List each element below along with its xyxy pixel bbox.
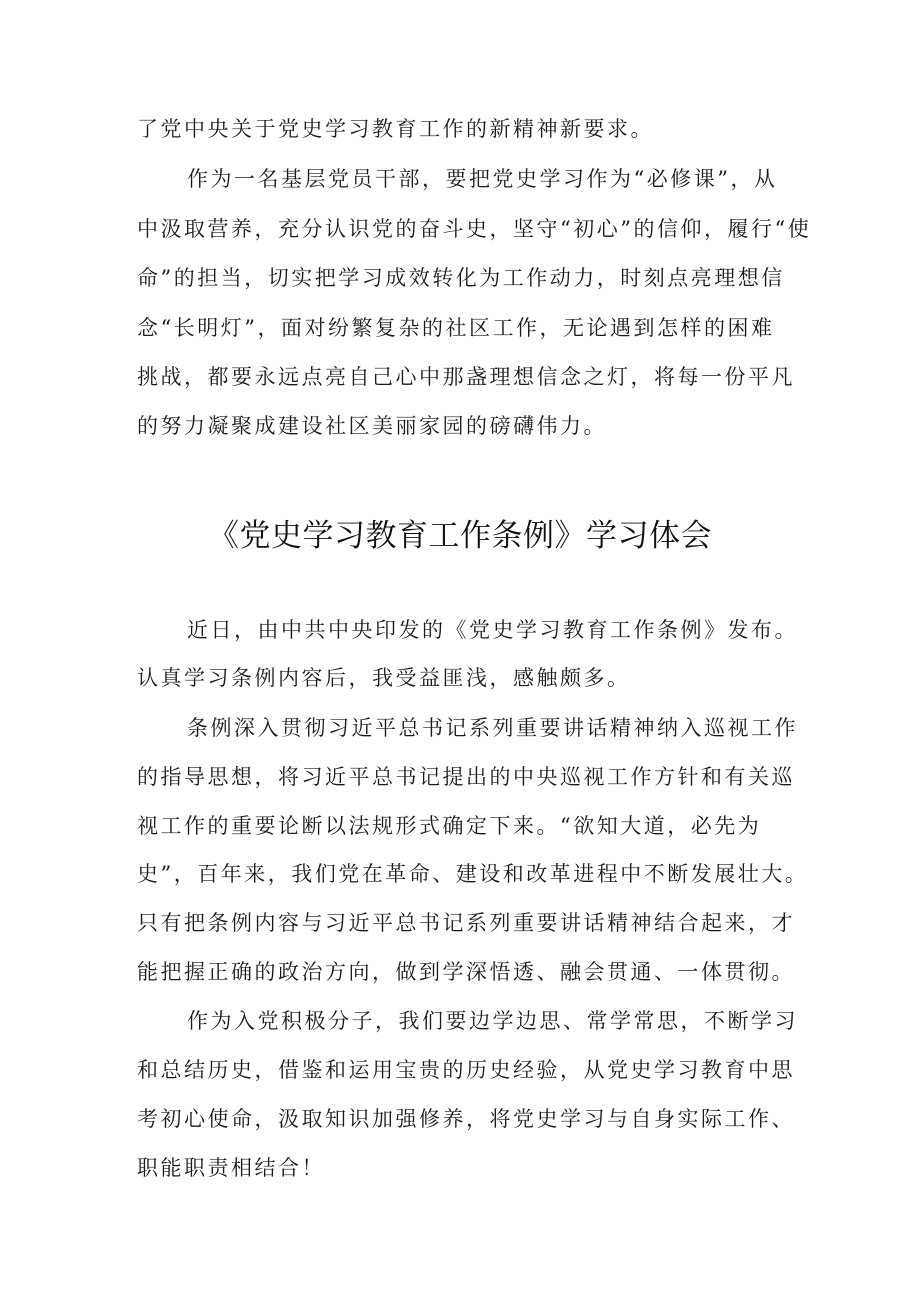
body-line: 史”，百年来，我们党在革命、建设和改革进程中不断发展壮大。 [137, 862, 809, 886]
body-line: 认真学习条例内容后，我受益匪浅，感触颇多。 [137, 666, 631, 690]
body-line: 和总结历史，借鉴和运用宝贵的历史经验，从党史学习教育中思 [137, 1058, 795, 1082]
body-line: 职能职责相结合！ [137, 1156, 325, 1180]
intro-line: 的努力凝聚成建设社区美丽家园的磅礴伟力。 [137, 414, 607, 438]
intro-line: 了党中央关于党史学习教育工作的新精神新要求。 [137, 117, 654, 141]
body-line: 只有把条例内容与习近平总书记系列重要讲话精神结合起来，才 [137, 911, 795, 935]
body-line: 作为入党积极分子，我们要边学边思、常学常思，不断学习 [187, 1009, 798, 1033]
intro-line: 作为一名基层党员干部，要把党史学习作为“必修课”，从 [187, 167, 778, 191]
body-line: 能把握正确的政治方向，做到学深悟透、融会贯通、一体贯彻。 [137, 960, 795, 984]
body-line: 的指导思想，将习近平总书记提出的中央巡视工作方针和有关巡 [137, 765, 795, 789]
document-title: 《党史学习教育工作条例》学习体会 [208, 518, 712, 554]
intro-line: 念“长明灯”，面对纷繁复杂的社区工作，无论遇到怎样的困难 [137, 316, 775, 340]
intro-line: 命”的担当，切实把学习成效转化为工作动力，时刻点亮理想信 [137, 266, 785, 290]
body-line: 视工作的重要论断以法规形式确定下来。“欲知大道，必先为 [137, 814, 762, 838]
body-line: 近日，由中共中央印发的《党史学习教育工作条例》发布。 [187, 618, 798, 642]
intro-line: 挑战，都要永远点亮自己心中那盏理想信念之灯，将每一份平凡 [137, 365, 795, 389]
body-line: 考初心使命，汲取知识加强修养，将党史学习与自身实际工作、 [137, 1107, 795, 1131]
body-line: 条例深入贯彻习近平总书记系列重要讲话精神纳入巡视工作 [187, 716, 798, 740]
intro-line: 中汲取营养，充分认识党的奋斗史，坚守“初心”的信仰，履行“使 [137, 217, 812, 241]
